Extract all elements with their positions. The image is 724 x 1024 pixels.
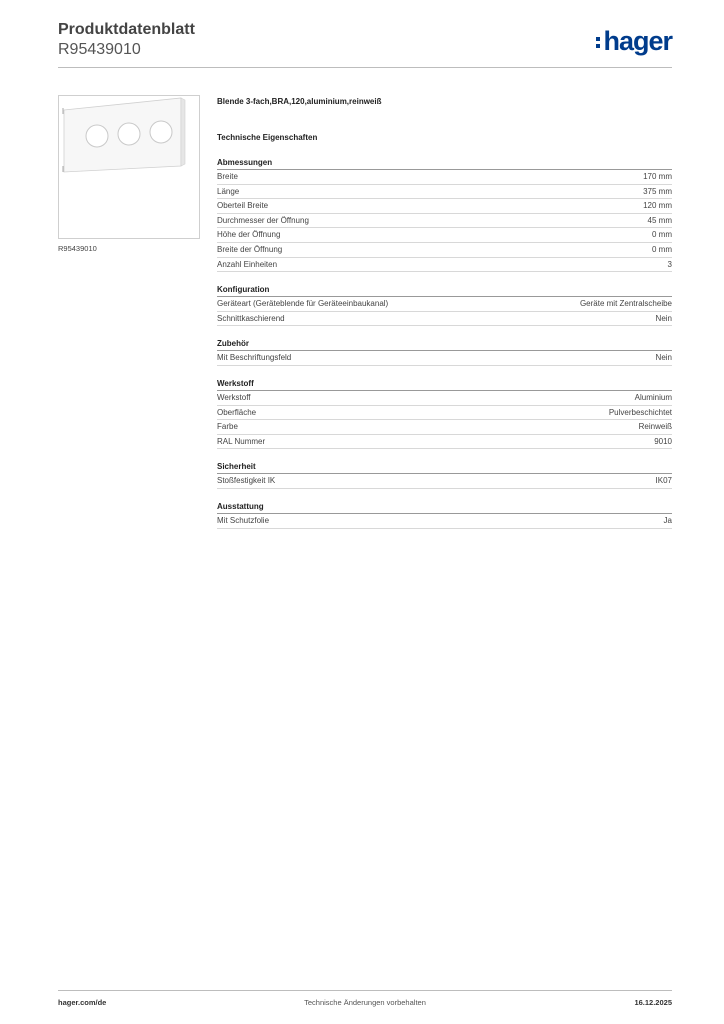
spec-value: 375 mm	[643, 186, 672, 196]
spec-row	[217, 312, 672, 327]
section-dimensions	[217, 156, 672, 272]
section-accessories	[217, 337, 672, 366]
logo-text: hager	[603, 25, 672, 56]
spec-label: Durchmesser der Öffnung	[217, 215, 309, 225]
spec-label: Geräteart (Geräteblende für Geräteeinbaukanal)	[217, 299, 389, 309]
footer-date: 16.12.2025	[634, 998, 672, 1007]
spec-value: Nein	[655, 353, 672, 363]
spec-label: Oberfläche	[217, 407, 257, 417]
spec-row	[217, 420, 672, 435]
spec-value: 0 mm	[652, 244, 672, 254]
spec-row	[217, 228, 672, 243]
spec-label: Höhe der Öffnung	[217, 230, 281, 240]
spec-row	[217, 199, 672, 214]
spec-content	[217, 95, 672, 529]
spec-label: Länge	[217, 186, 240, 196]
spec-row	[217, 391, 672, 406]
spec-value: 9010	[654, 436, 672, 446]
image-caption: R95439010	[58, 244, 97, 253]
spec-value: 3	[667, 259, 672, 269]
section-configuration	[217, 283, 672, 326]
footer-notice: Technische Änderungen vorbehalten	[304, 998, 426, 1007]
spec-row	[217, 474, 672, 489]
spec-row	[217, 243, 672, 258]
section-title: Sicherheit	[217, 460, 672, 474]
spec-row	[217, 435, 672, 450]
section-material	[217, 377, 672, 449]
spec-value: Reinweiß	[638, 422, 672, 432]
spec-label: Werkstoff	[217, 392, 251, 402]
product-image	[58, 95, 200, 239]
spec-row	[217, 514, 672, 529]
section-title: Werkstoff	[217, 377, 672, 391]
spec-row	[217, 214, 672, 229]
spec-row	[217, 297, 672, 312]
spec-label: Breite	[217, 172, 238, 181]
spec-row	[217, 351, 672, 366]
footer-website-link[interactable]: hager.com/de	[58, 998, 107, 1007]
spec-value: Pulverbeschichtet	[608, 407, 672, 417]
spec-label: Anzahl Einheiten	[217, 259, 278, 269]
product-title: Blende 3-fach,BRA,120,aluminium,reinweiß	[217, 97, 382, 106]
technical-properties-heading: Technische Eigenschaften	[217, 133, 318, 142]
section-title: Abmessungen	[217, 156, 672, 170]
spec-label: RAL Nummer	[217, 436, 266, 446]
spec-label: Schnittkaschierend	[217, 313, 285, 323]
spec-value: IK07	[655, 476, 672, 486]
spec-label: Stoßfestigkeit IK	[217, 476, 276, 486]
spec-label: Farbe	[217, 422, 238, 432]
section-equipment	[217, 500, 672, 529]
footer-divider	[58, 990, 672, 991]
spec-row	[217, 258, 672, 273]
section-title: Zubehör	[217, 337, 672, 351]
spec-label: Oberteil Breite	[217, 201, 269, 211]
section-title: Ausstattung	[217, 500, 672, 514]
spec-value: Geräte mit Zentralscheibe	[579, 299, 672, 309]
spec-value: Ja	[663, 515, 672, 525]
spec-row	[217, 185, 672, 200]
spec-value: 0 mm	[652, 230, 672, 240]
section-safety	[217, 460, 672, 489]
product-cover-plate-icon	[59, 96, 199, 238]
spec-row	[217, 406, 672, 421]
page-footer	[58, 998, 672, 1010]
spec-value: 45 mm	[647, 215, 672, 225]
spec-value: Aluminium	[634, 392, 672, 402]
spec-value: 170 mm	[643, 172, 672, 181]
spec-row	[217, 170, 672, 185]
logo-dots-icon	[596, 37, 600, 48]
page-header	[58, 20, 672, 66]
header-divider	[58, 67, 672, 68]
spec-label: Breite der Öffnung	[217, 244, 283, 254]
spec-value: 120 mm	[643, 201, 672, 211]
spec-value: Nein	[655, 313, 672, 323]
hager-logo	[596, 26, 672, 56]
document-number: R95439010	[58, 41, 141, 58]
section-title: Konfiguration	[217, 283, 672, 297]
spec-label: Mit Beschriftungsfeld	[217, 353, 292, 363]
spec-label: Mit Schutzfolie	[217, 515, 270, 525]
document-title: Produktdatenblatt	[58, 21, 195, 38]
